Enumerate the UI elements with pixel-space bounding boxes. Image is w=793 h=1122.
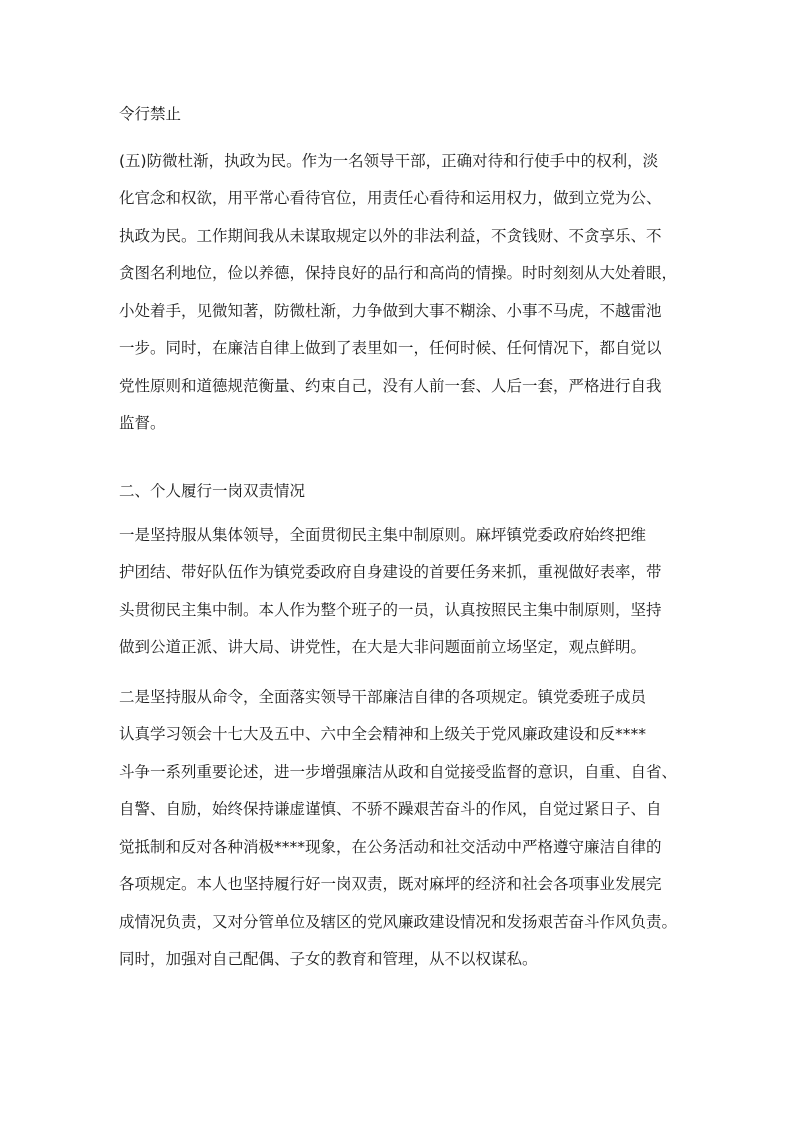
text-line: 斗争一系列重要论述，进一步增强廉洁从政和自觉接受监督的意识，自重、自省、 bbox=[119, 763, 678, 781]
text-line: 头贯彻民主集中制。本人作为整个班子的一员，认真按照民主集中制原则，坚持 bbox=[119, 601, 662, 619]
text-line: 认真学习领会十七大及五中、六中全会精神和上级关于党风廉政建设和反**** bbox=[119, 725, 647, 743]
text-line: 一步。同时，在廉洁自律上做到了表里如一，任何时候、任何情况下，都自觉以 bbox=[119, 339, 662, 357]
text-line: 党性原则和道德规范衡量、约束自己，没有人前一套、人后一套，严格进行自我 bbox=[119, 377, 662, 395]
text-line: 各项规定。本人也坚持履行好一岗双责，既对麻坪的经济和社会各项事业发展完 bbox=[119, 875, 662, 893]
text-line: 监督。 bbox=[119, 414, 166, 432]
text-line: 二是坚持服从命令，全面落实领导干部廉洁自律的各项规定。镇党委班子成员 bbox=[119, 688, 647, 706]
text-line: 贪图名利地位，俭以养德，保持良好的品行和高尚的情操。时时刻刻从大处着眼， bbox=[119, 264, 678, 282]
text-line: 同时，加强对自己配偶、子女的教育和管理，从不以权谋私。 bbox=[119, 950, 538, 968]
text-line: 执政为民。工作期间我从未谋取规定以外的非法利益，不贪钱财、不贪享乐、不 bbox=[119, 227, 662, 245]
text-line: 觉抵制和反对各种消极****现象，在公务活动和社交活动中严格遵守廉洁自律的 bbox=[119, 838, 662, 856]
text-line: 成情况负责，又对分管单位及辖区的党风廉政建设情况和发扬艰苦奋斗作风负责。 bbox=[119, 913, 678, 931]
text-line: 护团结、带好队伍作为镇党委政府自身建设的首要任务来抓，重视做好表率，带 bbox=[119, 563, 662, 581]
text-line: 自警、自励，始终保持谦虚谨慎、不骄不躁艰苦奋斗的作风，自觉过紧日子、自 bbox=[119, 800, 662, 818]
text-line: 小处着手，见微知著，防微杜渐，力争做到大事不糊涂、小事不马虎，不越雷池 bbox=[119, 302, 662, 320]
text-line: 一是坚持服从集体领导，全面贯彻民主集中制原则。麻坪镇党委政府始终把维 bbox=[119, 526, 647, 544]
text-line: 化官念和权欲，用平常心看待官位，用责任心看待和运用权力，做到立党为公、 bbox=[119, 189, 662, 207]
text-line: 做到公道正派、讲大局、讲党性，在大是大非问题面前立场坚定，观点鲜明。 bbox=[119, 638, 647, 656]
text-line: 令行禁止 bbox=[119, 105, 182, 123]
text-line: (五)防微杜渐，执政为民。作为一名领导干部，正确对待和行使手中的权利，淡 bbox=[119, 152, 659, 170]
section-heading: 二、个人履行一岗双责情况 bbox=[119, 482, 306, 500]
